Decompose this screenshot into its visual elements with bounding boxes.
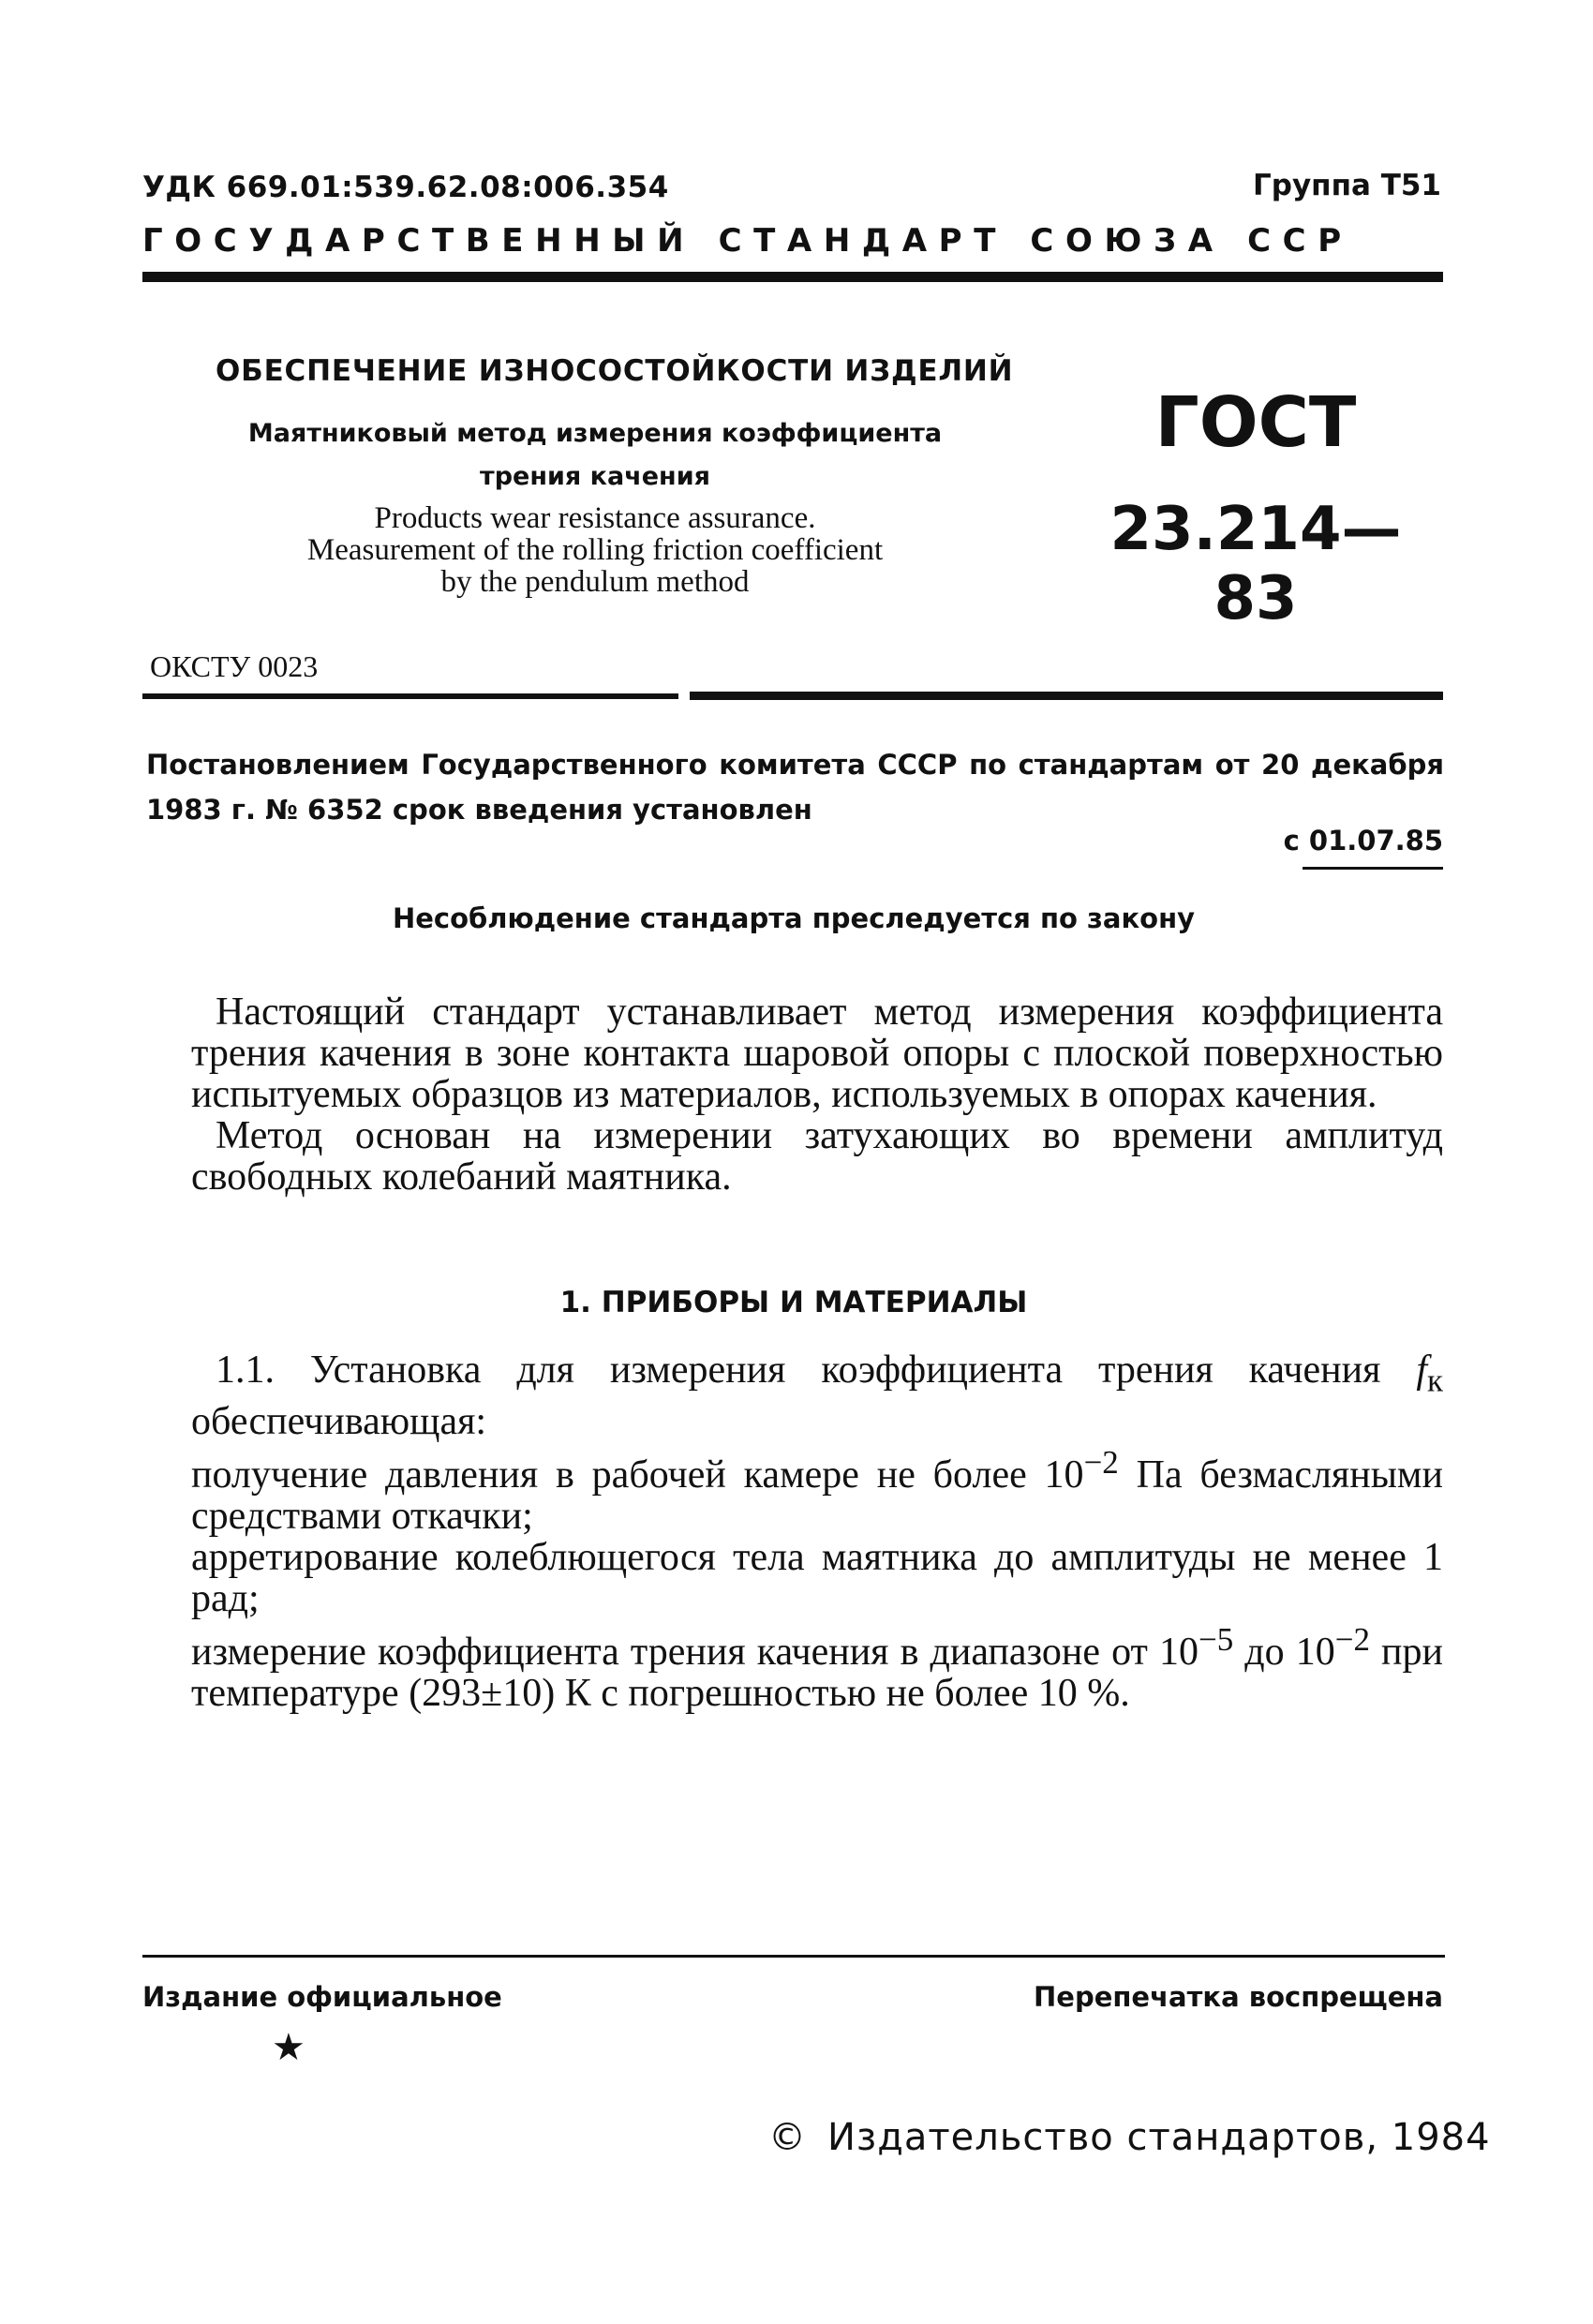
range-exponent-low: −5	[1198, 1621, 1234, 1659]
footer-divider	[142, 1955, 1445, 1958]
union-standard-heading: ГОСУДАРСТВЕННЫЙ СТАНДАРТ СОЮЗА ССР	[142, 222, 1353, 260]
subtitle-line-1: Маятниковый метод измерения коэффициента	[247, 419, 943, 448]
document-main-title: ОБЕСПЕЧЕНИЕ ИЗНОСОСТОЙКОСТИ ИЗДЕЛИЙ	[216, 354, 1014, 388]
english-title-line-1: Products wear resistance assurance.	[374, 501, 816, 535]
official-edition-label: Издание официальное	[142, 1981, 502, 2013]
intro-text	[191, 991, 1443, 1198]
legal-warning: Несоблюдение стандарта преследуется по закону	[392, 902, 1196, 934]
intro-paragraph-2: Метод основан на измерении затухающих во времени амплитуд свободных колебаний маятника.	[191, 1114, 1443, 1199]
udk-code: УДК 669.01:539.62.08:006.354	[142, 171, 669, 204]
requirement-arrest: арретирование колеблющегося тела маятника до амплитуды не менее 1 рад;	[191, 1536, 1443, 1621]
effective-date: с 01.07.85	[1283, 825, 1443, 857]
star-icon: ★	[272, 2026, 305, 2069]
intro-paragraph-1: Настоящий стандарт устанавливает метод измерения коэффициента трения качения в зоне контакта шаровой опоры с плоской поверхностью испытуемых образцов из материалов, используемых в опорах качения.	[191, 991, 1443, 1116]
requirement-pressure: получение давления в рабочей камере не более $10^{-2}$ Па безмасляными средствами откачки;	[191, 1444, 1443, 1539]
gost-label: ГОСТ	[1154, 382, 1357, 463]
range-exponent-high: −2	[1334, 1621, 1370, 1659]
subtitle-line-2: трения качения	[480, 462, 710, 491]
divider-right	[690, 692, 1443, 700]
oksty-code: ОКСТУ 0023	[150, 649, 319, 683]
copyright-line	[768, 2116, 1491, 2159]
english-title-line-2: Measurement of the rolling friction coefficient	[306, 533, 884, 567]
header-divider	[142, 272, 1443, 282]
item-1-1-end: обеспечивающая:	[191, 1400, 487, 1444]
pressure-exponent: −2	[1083, 1444, 1119, 1482]
item-1-1	[191, 1349, 1443, 1442]
friction-symbol: f	[1416, 1348, 1427, 1392]
copyright-icon: ©	[768, 2116, 807, 2159]
publisher-name: Издательство стандартов, 1984	[827, 2116, 1491, 2159]
gost-number: 23.214—83	[1109, 495, 1402, 633]
section-1-body	[191, 1349, 1443, 1714]
requirement-measurement: измерение коэффициента трения качения в диапазоне от $10^{-5}$ до $10^{-2}$ при температуре (293±10) К с погрешностью не более 10 %.	[191, 1621, 1444, 1716]
group-code: Группа Т51	[1253, 169, 1441, 202]
reprint-prohibited-label: Перепечатка воспрещена	[1034, 1981, 1443, 2013]
divider-left	[142, 693, 678, 699]
effective-date-underline	[1303, 867, 1443, 870]
document-subtitle	[225, 412, 965, 499]
friction-symbol-subscript: к	[1427, 1362, 1444, 1399]
english-title	[225, 502, 965, 598]
item-1-1-start: 1.1. Установка для измерения коэффициента трения качения	[216, 1348, 1381, 1392]
section-heading: 1. ПРИБОРЫ И МАТЕРИАЛЫ	[559, 1286, 1028, 1319]
decree-text: Постановлением Государственного комитета СССР по стандартам от 20 декабря 1983 г. № 6352 срок введения установлен	[146, 749, 1444, 826]
english-title-line-3: by the pendulum method	[440, 565, 750, 599]
